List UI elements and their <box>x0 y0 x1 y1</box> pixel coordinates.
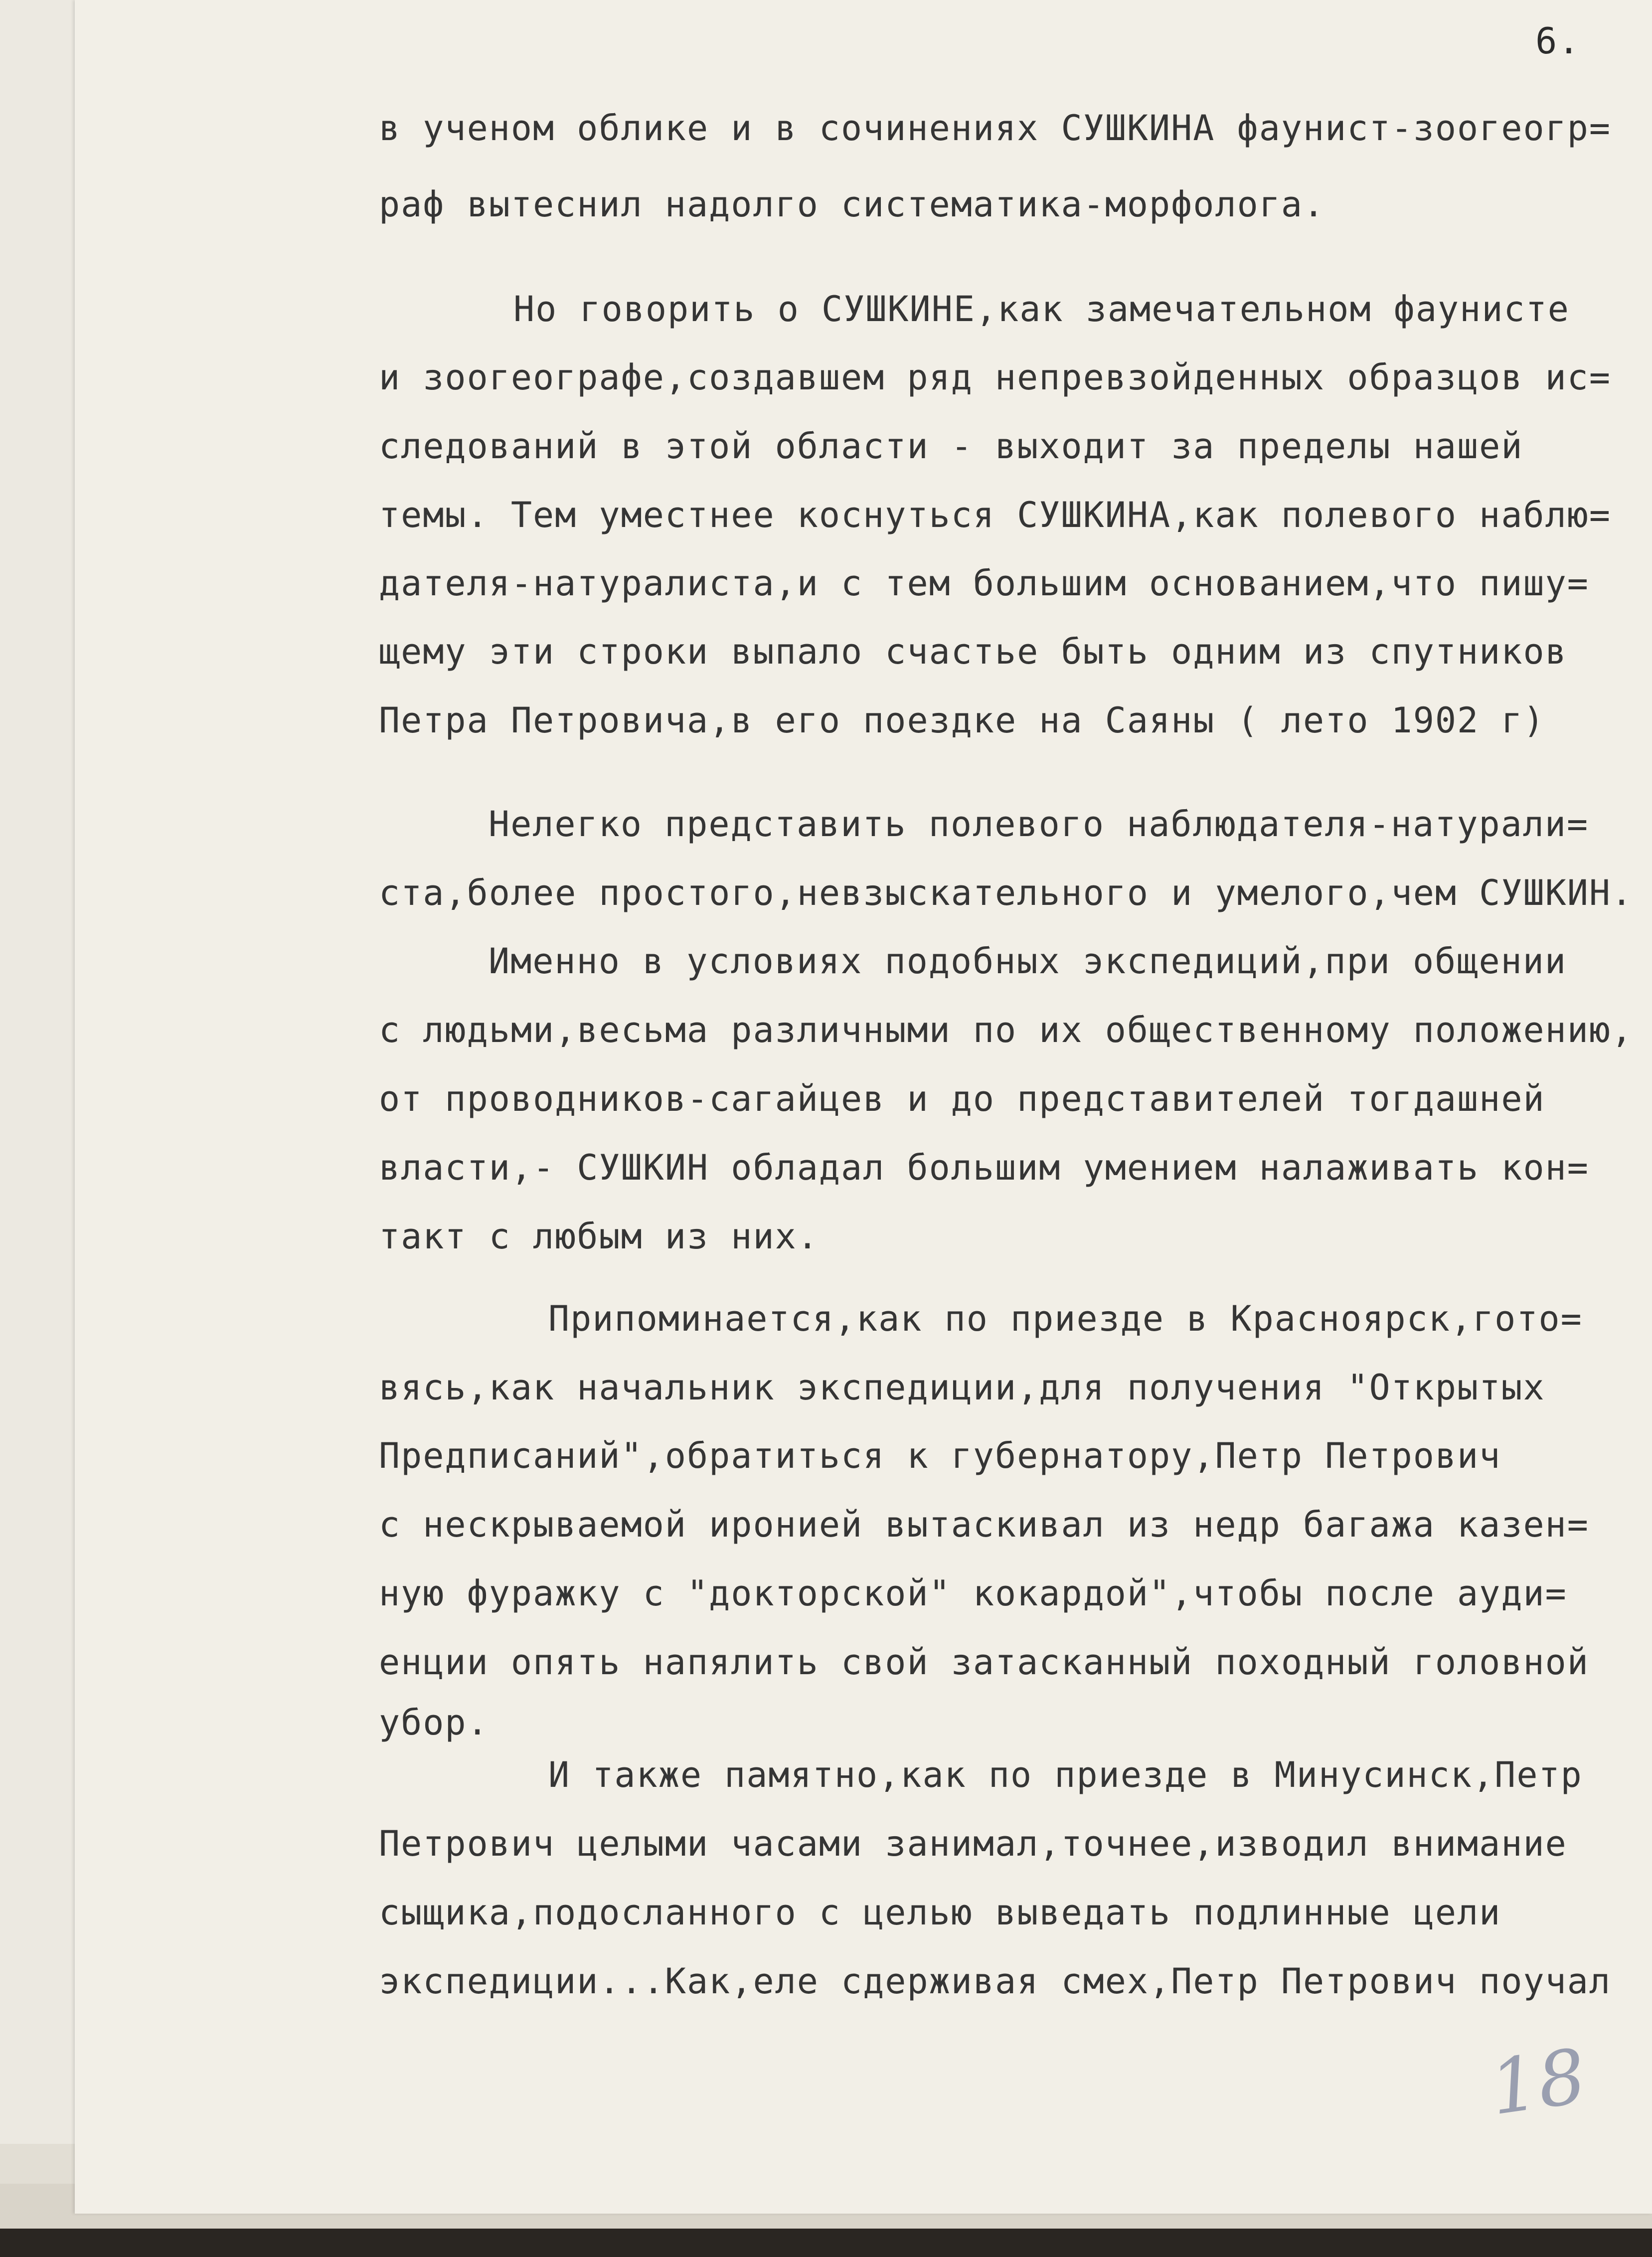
text-line: от проводников-сагайцев и до представителей тогдашней <box>379 1078 1545 1119</box>
text-line: следований в этой области - выходит за пределы нашей <box>379 426 1523 467</box>
text-line: убор. <box>379 1702 489 1743</box>
text-line: в ученом облике и в сочинениях СУШКИНА фаунист-зоогеогр= <box>379 108 1612 149</box>
text-line: дателя-натуралиста,и с тем большим основанием,что пишу= <box>379 563 1589 604</box>
text-line: Предписаний",обратиться к губернатору,Петр Петрович <box>379 1435 1501 1476</box>
text-line: экспедиции...Как,еле сдерживая смех,Петр Петрович поучал <box>379 1961 1612 2002</box>
text-line: щему эти строки выпало счастье быть одним из спутников <box>379 631 1567 672</box>
text-line: вясь,как начальник экспедиции,для получения "Открытых <box>379 1367 1545 1408</box>
text-line: ста,более простого,невзыскательного и умелого,чем СУШКИН. <box>379 872 1634 913</box>
text-line: раф вытеснил надолго систематика-морфолога. <box>379 184 1325 225</box>
page-number: 6. <box>1535 20 1581 62</box>
text-line: с нескрываемой иронией вытаскивал из недр багажа казен= <box>379 1504 1589 1545</box>
text-line: ную фуражку с "докторской" кокардой",чтобы после ауди= <box>379 1573 1567 1614</box>
text-line: с людьми,весьма различными по их общественному положению, <box>379 1010 1634 1050</box>
text-line: Именно в условиях подобных экспедиций,при общении <box>489 941 1567 982</box>
text-line: енции опять напялить свой затасканный походный головной <box>379 1642 1589 1683</box>
text-line: Припоминается,как по приезде в Красноярск,гото= <box>548 1298 1583 1339</box>
text-line: такт с любым из них. <box>379 1216 819 1257</box>
text-line: Петрович целыми часами занимал,точнее,изводил внимание <box>379 1823 1567 1864</box>
text-line: Нелегко представить полевого наблюдателя-натурали= <box>489 804 1589 845</box>
handwritten-sheet-number: 18 <box>1485 2033 1592 2132</box>
text-line: власти,- СУШКИН обладал большим умением налаживать кон= <box>379 1147 1589 1188</box>
text-line: сыщика,подосланного с целью выведать подлинные цели <box>379 1892 1501 1933</box>
text-line: Петра Петровича,в его поездке на Саяны ( лето 1902 г) <box>379 700 1545 741</box>
text-line: темы. Тем уместнее коснуться СУШКИНА,как полевого наблю= <box>379 495 1612 535</box>
scan-background-strip <box>0 2229 1652 2257</box>
text-line: и зоогеографе,создавшем ряд непревзойденных образцов ис= <box>379 357 1612 398</box>
text-line: И также памятно,как по приезде в Минусинск,Петр <box>548 1754 1583 1795</box>
text-line: Но говорить о СУШКИНЕ,как замечательном фаунисте <box>513 289 1570 330</box>
